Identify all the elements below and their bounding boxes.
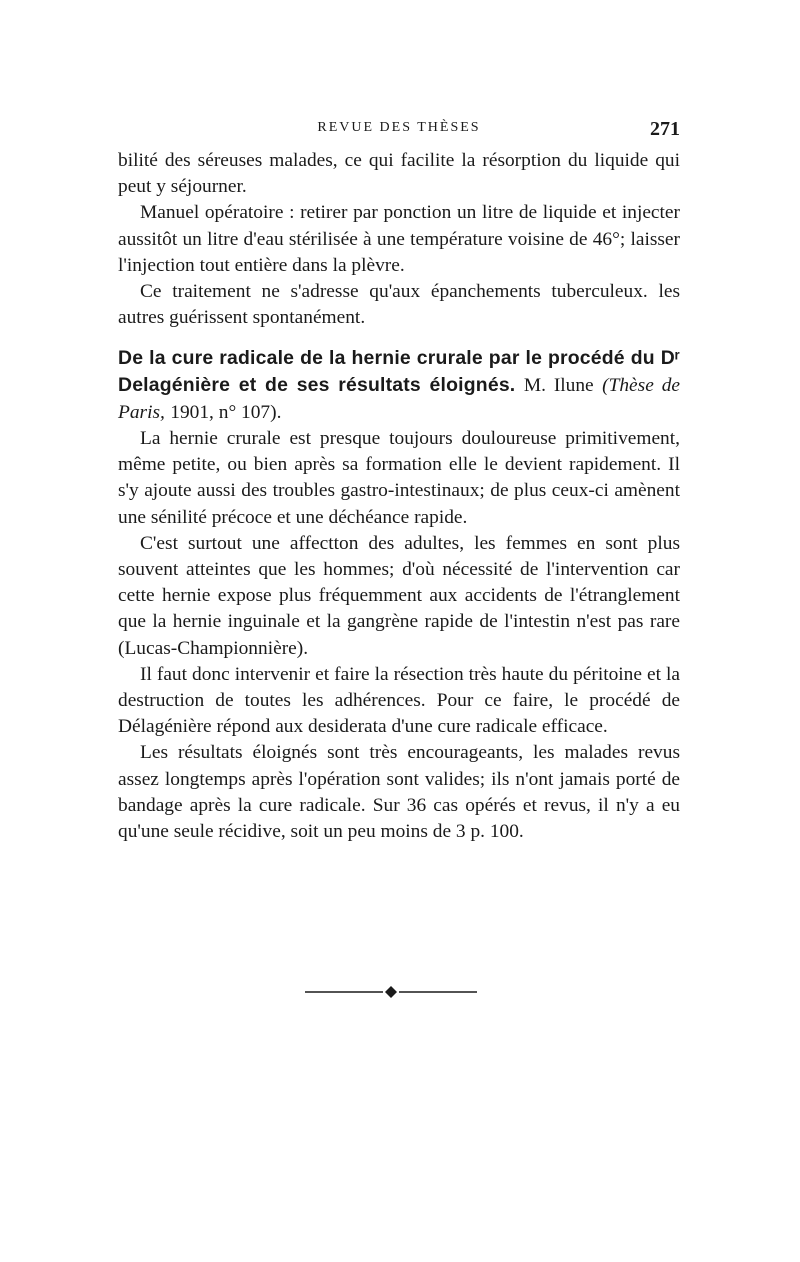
- paragraph: La hernie crurale est presque toujours douloureuse primitivement, même petite, ou bien après sa formation elle le devient rapidement. Il s'y ajoute aussi des troubles gastro-intestinaux; de plus ceux-ci amènent une sénilité précoce et une déchéance rapide.: [118, 428, 680, 528]
- page: [118, 118, 680, 845]
- section-end-fleuron-icon: [305, 984, 477, 1000]
- section-heading: [118, 345, 680, 426]
- paragraph: bilité des séreuses malades, ce qui facilite la résorption du liquide qui peut y séjourner.: [118, 150, 680, 198]
- paragraph: Manuel opératoire : retirer par ponction un litre de liquide et injecter aussitôt un litre d'eau stérilisée à une température voisine de 46°; laisser l'injection tout entière dans la plèvre.: [118, 202, 680, 276]
- page-number: 271: [650, 118, 680, 140]
- section-heading-reference-number: 1901, n° 107).: [170, 401, 282, 423]
- running-head-title: REVUE DES THÈSES: [317, 120, 481, 135]
- paragraph: Il faut donc intervenir et faire la résection très haute du péritoine et la destruction de toutes les adhérences. Pour ce faire, le procédé de Délagénière répond aux desiderata d'une cure radicale efficace.: [118, 663, 680, 738]
- section-heading-title: De la cure radicale de la hernie crurale par le procédé du Dʳ Delagénière et de ses résultats éloignés.: [118, 347, 680, 396]
- paragraph: C'est surtout une affectton des adultes, les femmes en sont plus souvent atteintes que les hommes; d'où nécessité de l'intervention car cette hernie expose plus fréquemment aux accidents de l'étranglement que la hernie inguinale et la gangrène rapide de l'intestin n'est pas rare (Lucas-Championnière).: [118, 532, 680, 659]
- body-text-top: [118, 148, 680, 331]
- running-head: [118, 118, 680, 148]
- section-heading-reference: (Thèse de Paris,: [118, 374, 680, 423]
- section-heading-author: M. Ilune: [523, 374, 594, 396]
- paragraph: Les résultats éloignés sont très encourageants, les malades revus assez longtemps après l'opération sont valides; ils n'ont jamais porté de bandage après la cure radicale. Sur 36 cas opérés et revus, il n'y a eu qu'une seule récidive, soit un peu moins de 3 p. 100.: [118, 742, 680, 843]
- paragraph: Ce traitement ne s'adresse qu'aux épanchements tuberculeux. les autres guérissent spontanément.: [118, 281, 680, 329]
- body-text-bottom: [118, 426, 680, 845]
